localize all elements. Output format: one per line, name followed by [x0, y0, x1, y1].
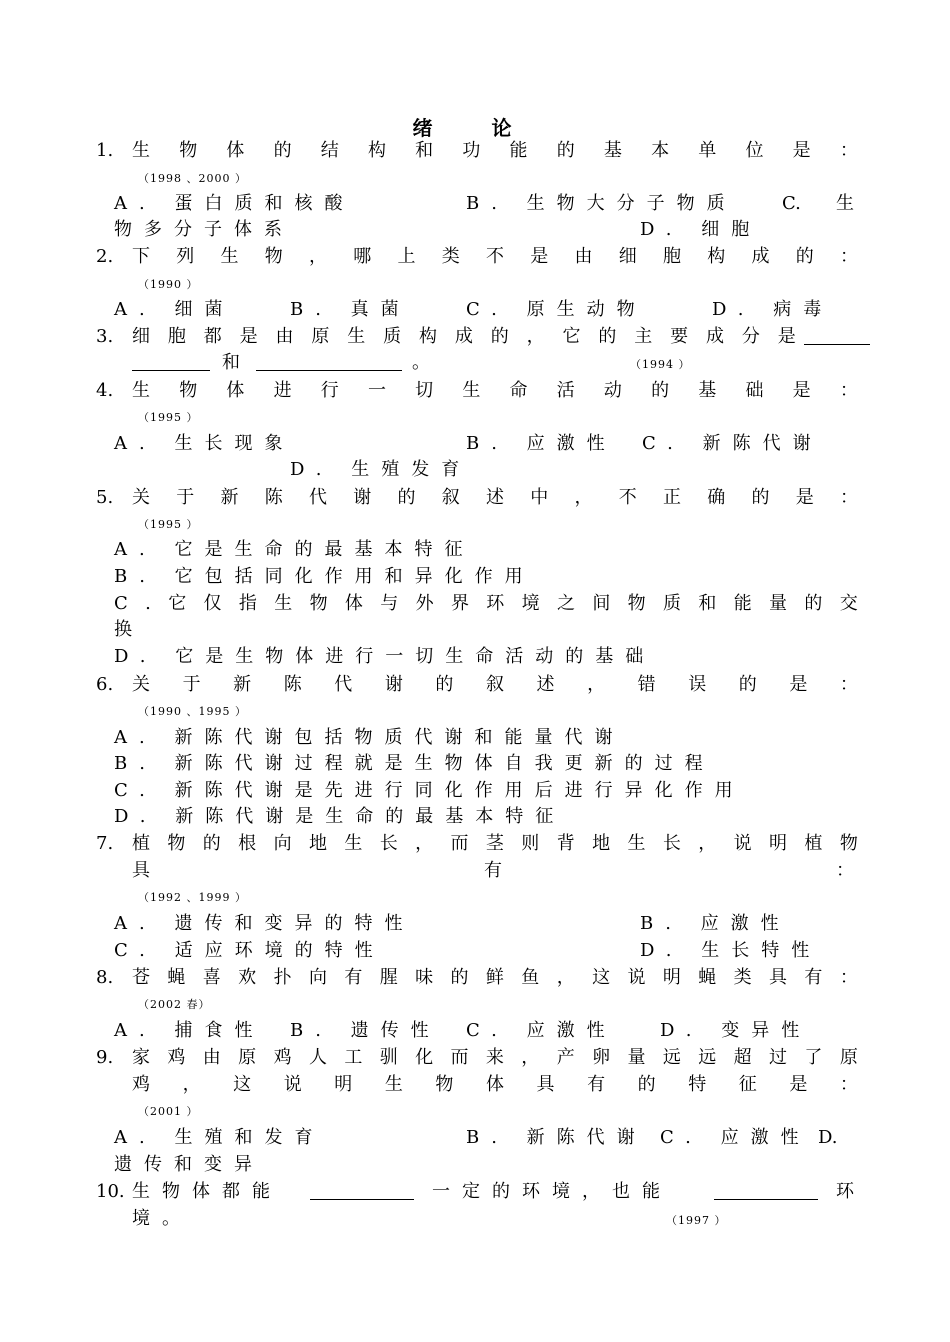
option-b: B. 真菌	[290, 299, 411, 320]
option-d: D. 变异性	[660, 1020, 812, 1041]
question-stem: 家 鸡 由 原 鸡 人 工 驯 化 而 来 ， 产 卵 量 远 远 超 过 了 原	[132, 1047, 858, 1068]
year-note: （1990 、1995 ）	[138, 705, 247, 718]
year-note: （1997 ）	[666, 1214, 727, 1227]
option-c: C. 新陈代谢	[642, 433, 823, 454]
option-c-cont: 换	[114, 619, 132, 640]
question-stem-cont: 有	[484, 860, 502, 881]
question-number: 3.	[96, 326, 114, 347]
question-stem: 下 列 生 物 ， 哪 上 类 不 是 由 细 胞 构 成 的 ：	[132, 246, 858, 267]
option-a: A. 细菌	[114, 299, 235, 320]
option-c: C. 应激性	[466, 1020, 617, 1041]
question-number: 1.	[96, 140, 114, 161]
question-number: 8.	[96, 967, 114, 988]
question-4	[0, 378, 950, 404]
option-a: A. 生长现象	[114, 433, 295, 454]
question-8	[0, 965, 950, 991]
option-c: C. 应激性	[660, 1127, 811, 1148]
option-b: B. 生物大分子物质	[466, 193, 737, 214]
option-d: D. 新陈代谢是生命的最基本特征	[114, 806, 566, 827]
question-number: 2.	[96, 246, 114, 267]
question-number: 7.	[96, 833, 114, 854]
answer-blank[interactable]	[256, 352, 402, 371]
year-note: （1998 、2000 ）	[138, 172, 247, 185]
answer-blank[interactable]	[714, 1181, 818, 1200]
year-note: （1995 ）	[138, 518, 199, 531]
question-stem: 苍 蝇 喜 欢 扑 向 有 腥 味 的 鲜 鱼 ， 这 说 明 蝇 类 具 有 ：	[132, 967, 858, 988]
option-c-cont: 物多分子体系	[114, 219, 294, 240]
question-6	[0, 672, 950, 698]
option-d: D. 生长特性	[640, 940, 822, 961]
option-d: D. 它是生物体进行一切生命活动的基础	[114, 646, 656, 667]
question-stem: 生 物 体 进 行 一 切 生 命 活 动 的 基 础 是 ：	[132, 380, 858, 401]
option-b: B. 它包括同化作用和异化作用	[114, 566, 535, 587]
option-c: C. 新陈代谢是先进行同化作用后进行异化作用	[114, 780, 745, 801]
question-9	[0, 1045, 950, 1071]
question-number: 6.	[96, 674, 114, 695]
connector-text: 和	[222, 352, 240, 373]
question-3	[0, 324, 950, 350]
option-a: A. 捕食性	[114, 1020, 265, 1041]
question-stem-cont: 境。	[132, 1208, 192, 1229]
question-stem: 生 物 体 的 结 构 和 功 能 的 基 本 单 位 是 ：	[132, 140, 858, 161]
question-10	[0, 1179, 950, 1205]
question-stem: 生物体都能	[132, 1181, 282, 1202]
year-note: （2001 ）	[138, 1105, 199, 1118]
question-stem: 环	[836, 1181, 854, 1202]
question-7	[0, 831, 950, 857]
answer-blank[interactable]	[804, 326, 870, 345]
period: 。	[412, 352, 430, 373]
option-a: A. 遗传和变异的特性	[114, 913, 415, 934]
year-note: （2002 春）	[138, 998, 211, 1011]
option-c: C.	[782, 193, 801, 214]
option-b: B. 应激性	[466, 433, 617, 454]
option-c: C . 它 仅 指 生 物 体 与 外 界 环 境 之 间 物 质 和 能 量 的 交	[114, 593, 858, 614]
option-b: B. 遗传性	[290, 1020, 441, 1041]
option-d-cont: 遗传和变异	[114, 1154, 264, 1175]
question-1	[0, 138, 950, 164]
question-2	[0, 244, 950, 270]
year-note: （1992 、1999 ）	[138, 891, 247, 904]
option-a: A. 它是生命的最基本特征	[114, 539, 475, 560]
option-a: A. 新陈代谢包括物质代谢和能量代谢	[114, 727, 625, 748]
option-c-wrap: 生	[836, 193, 854, 214]
option-a: A. 生殖和发育	[114, 1127, 325, 1148]
question-number: 9.	[96, 1047, 114, 1068]
question-stem: 植 物 的 根 向 地 生 长 ， 而 茎 则 背 地 生 长 ， 说 明 植 物	[132, 833, 858, 854]
option-b: B. 新陈代谢	[466, 1127, 647, 1148]
question-stem-cont: 具	[132, 860, 150, 881]
option-d: D. 生殖发育	[290, 459, 472, 480]
question-stem: 关 于 新 陈 代 谢 的 叙 述 ， 错 误 的 是 ：	[132, 674, 858, 695]
answer-blank[interactable]	[310, 1181, 414, 1200]
question-number: 5.	[96, 487, 114, 508]
option-a: A. 蛋白质和核酸	[114, 193, 355, 214]
question-5	[0, 485, 950, 511]
question-stem: 关 于 新 陈 代 谢 的 叙 述 中 ， 不 正 确 的 是 ：	[132, 487, 858, 508]
question-stem-cont: ：	[836, 860, 854, 881]
year-note: （1994 ）	[630, 358, 691, 371]
option-b: B. 新陈代谢过程就是生物体自我更新的过程	[114, 753, 715, 774]
question-number: 10.	[96, 1181, 125, 1202]
question-stem: 细 胞 都 是 由 原 生 质 构 成 的 ， 它 的 主 要 成 分 是	[132, 326, 796, 347]
page-title: 绪 论	[412, 116, 538, 140]
option-d: D. 细胞	[640, 219, 762, 240]
option-d: D.	[818, 1127, 838, 1148]
option-b: B. 应激性	[640, 913, 791, 934]
question-number: 4.	[96, 380, 114, 401]
option-c: C. 适应环境的特性	[114, 940, 385, 961]
question-stem: 一定的环境，也能	[432, 1181, 672, 1202]
answer-blank[interactable]	[132, 352, 210, 371]
option-c: C. 原生动物	[466, 299, 647, 320]
option-d: D. 病毒	[712, 299, 834, 320]
year-note: （1990 ）	[138, 278, 199, 291]
question-stem-cont: 鸡 ， 这 说 明 生 物 体 具 有 的 特 征 是 ：	[132, 1074, 858, 1095]
year-note: （1995 ）	[138, 411, 199, 424]
